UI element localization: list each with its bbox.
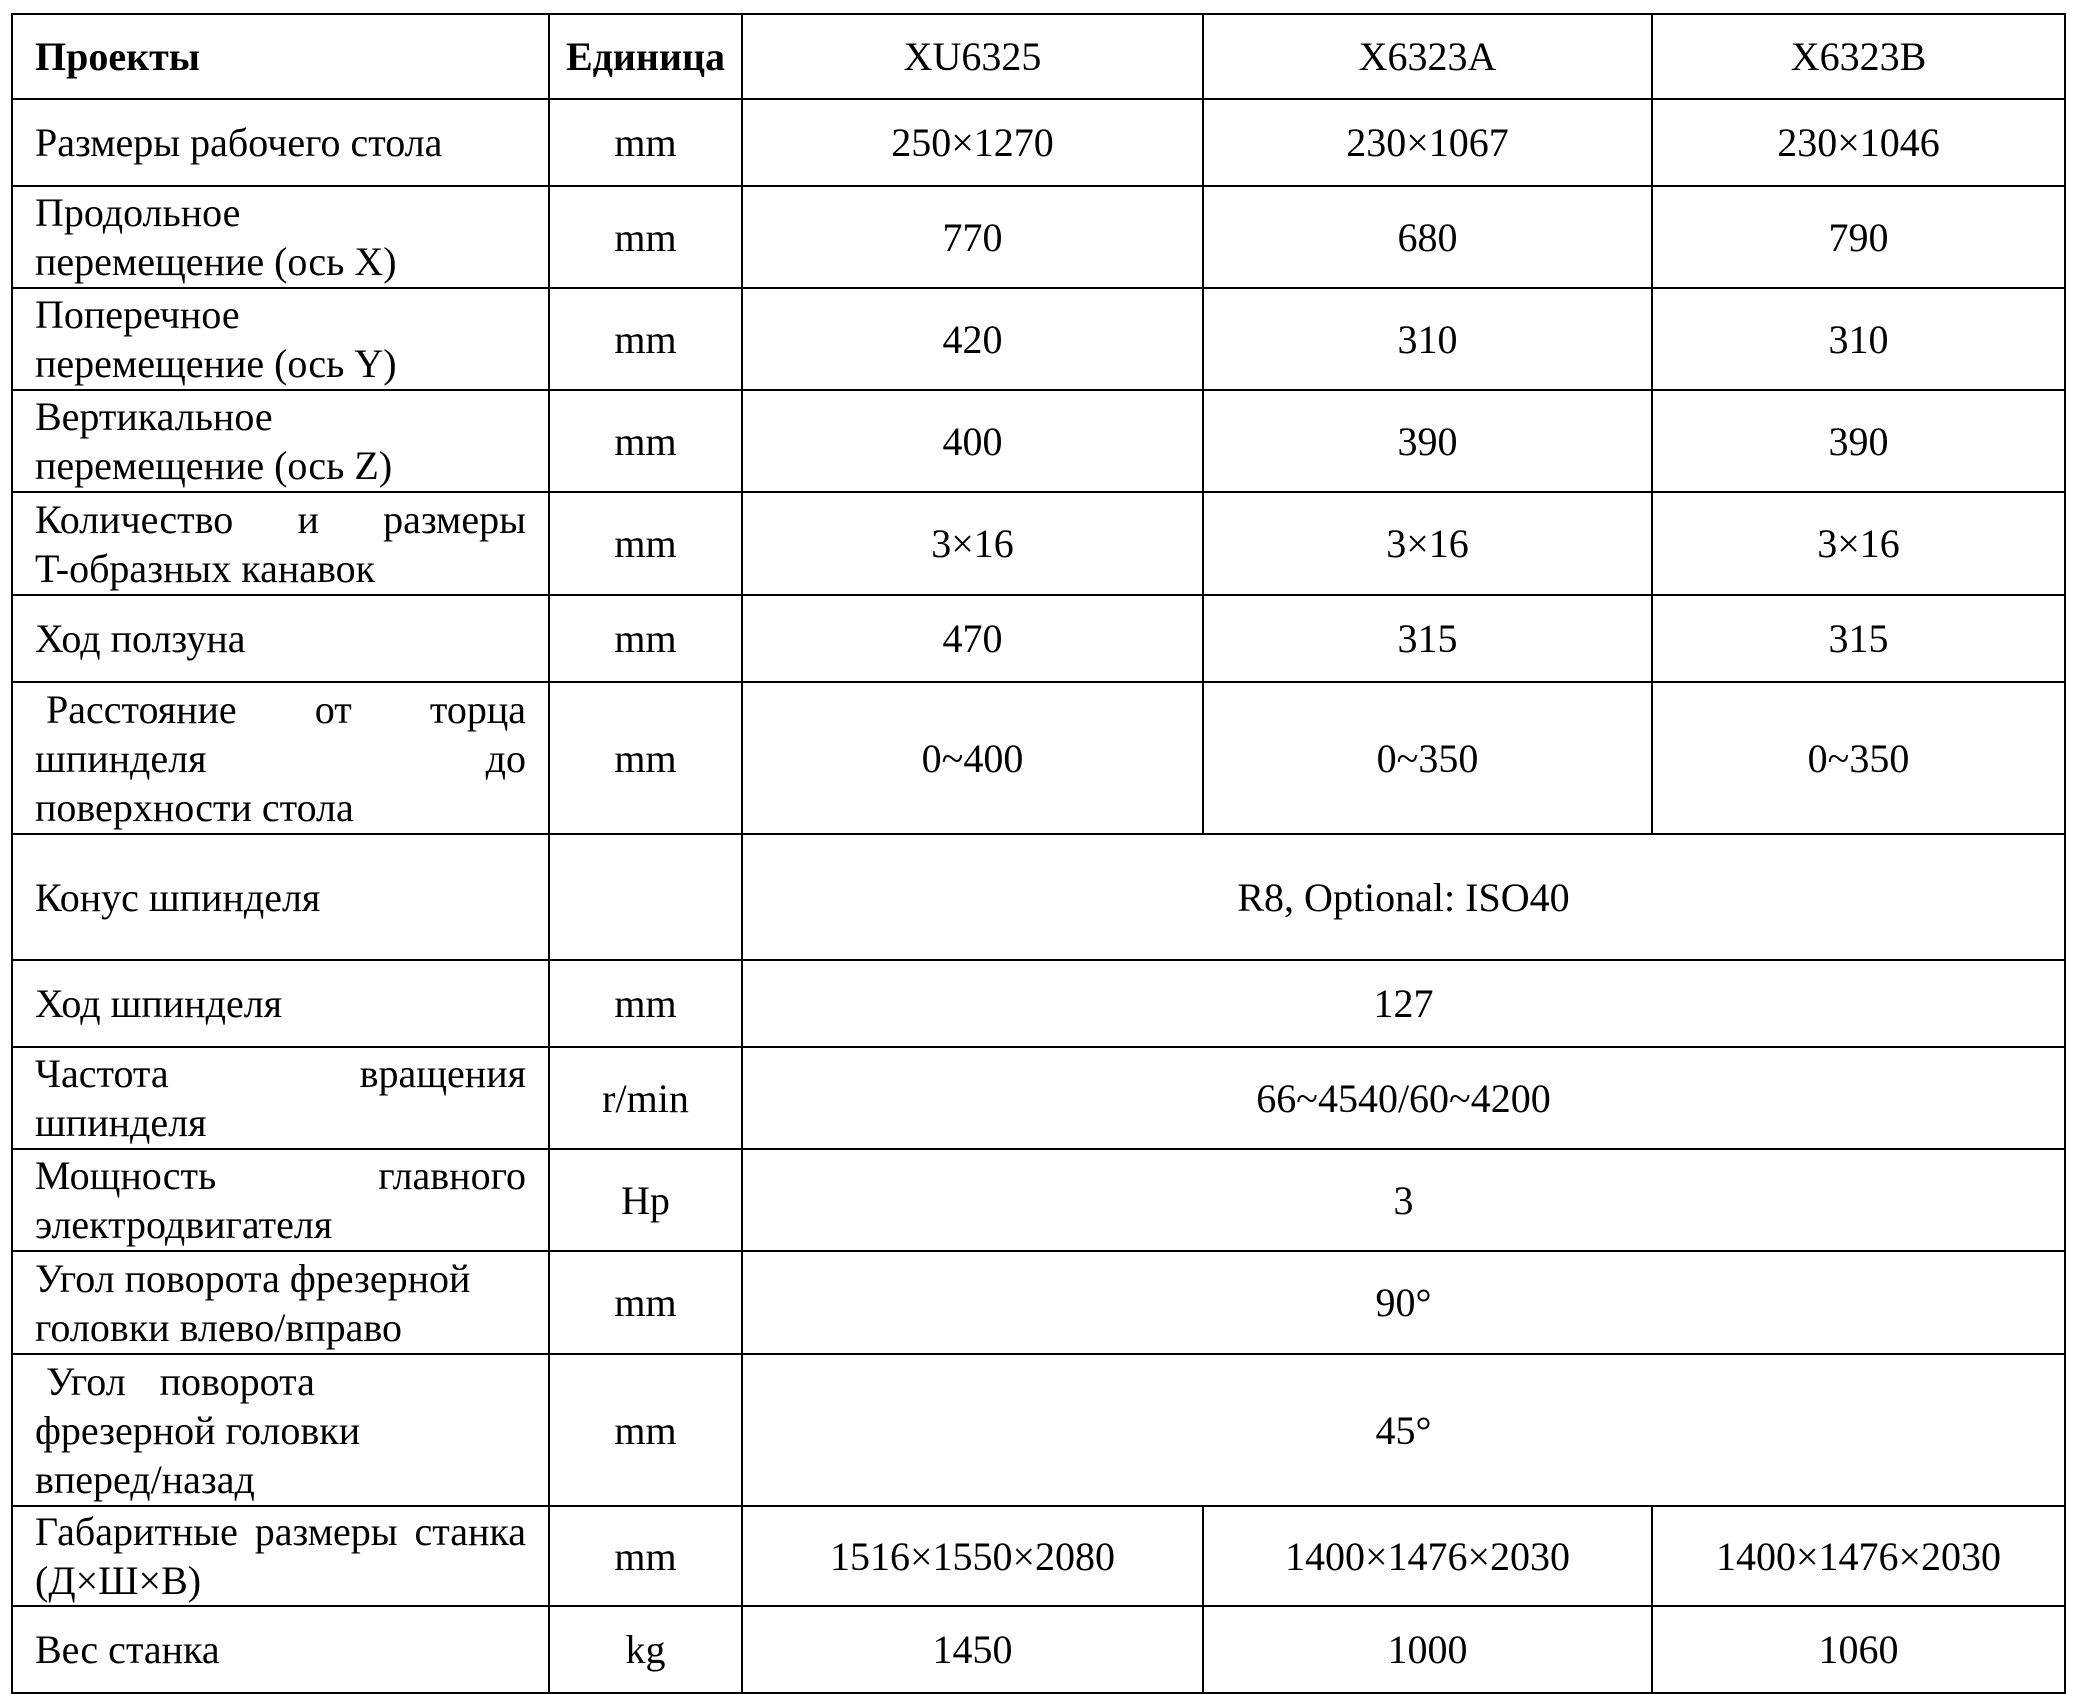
param-label-line: Поперечное: [35, 292, 240, 337]
value-text: 310: [1828, 316, 1889, 362]
value-text: 3: [1393, 1177, 1414, 1223]
value-text: 770: [942, 214, 1003, 260]
header-model-cell: [1203, 14, 1652, 99]
shared-value-cell: [742, 1149, 2065, 1251]
unit-cell: [549, 492, 742, 595]
unit-label: r/min: [602, 1075, 689, 1121]
param-label: Конус шпинделя: [35, 874, 321, 920]
unit-cell: [549, 1047, 742, 1149]
model-name: X6323A: [1358, 34, 1497, 79]
unit-label: mm: [614, 735, 677, 781]
param-label-line: шпинделя: [35, 1100, 207, 1145]
table-row: [12, 1354, 2065, 1506]
header-row: [12, 14, 2065, 99]
param-label: Ход шпинделя: [35, 981, 283, 1026]
param-label-line: Угол поворота фрезерной: [35, 1255, 471, 1301]
value-cell: [742, 390, 1203, 492]
value-text: 390: [1828, 418, 1889, 464]
model-name: XU6325: [903, 34, 1042, 79]
param-label-line: Вертикальное: [35, 394, 273, 439]
unit-label: mm: [614, 418, 677, 464]
value-text: 1450: [932, 1627, 1013, 1672]
shared-value-cell: [742, 834, 2065, 960]
param-label-line: T-образных канавок: [35, 545, 376, 591]
value-text: 1000: [1387, 1627, 1468, 1672]
value-text: 1060: [1818, 1627, 1899, 1672]
value-cell: [1203, 288, 1652, 390]
unit-label: mm: [614, 616, 677, 661]
value-text: 315: [1828, 616, 1889, 661]
param-cell: [12, 99, 549, 186]
unit-cell: [549, 288, 742, 390]
value-text: 3×16: [1817, 521, 1900, 566]
value-cell: [1203, 99, 1652, 186]
value-text: 470: [942, 616, 1003, 661]
value-text: 310: [1397, 316, 1458, 362]
shared-value-cell: [742, 1251, 2065, 1354]
table-row: [12, 186, 2065, 288]
header-param-label: Проекты: [35, 34, 201, 79]
header-unit-cell: [549, 14, 742, 99]
param-cell: [12, 1251, 549, 1354]
unit-cell: [549, 834, 742, 960]
table-row: [12, 1251, 2065, 1354]
param-label-line: Частота вращения: [35, 1051, 526, 1096]
value-text: 390: [1397, 418, 1458, 464]
specifications-table: [11, 13, 2066, 1694]
param-cell: [12, 390, 549, 492]
param-label-line: (Д×Ш×В): [35, 1558, 202, 1603]
table-row: [12, 1606, 2065, 1693]
param-cell: [12, 960, 549, 1047]
param-cell: [12, 1354, 549, 1506]
table-row: [12, 99, 2065, 186]
param-label-line: Количество и размеры: [35, 496, 526, 542]
param-label-line: вперед/назад: [35, 1456, 255, 1502]
param-label-line: поверхности стола: [35, 784, 354, 830]
shared-value-cell: [742, 1354, 2065, 1506]
table-row: [12, 492, 2065, 595]
param-cell: [12, 492, 549, 595]
unit-cell: [549, 1251, 742, 1354]
value-cell: [742, 595, 1203, 682]
value-text: 127: [1373, 981, 1434, 1026]
value-cell: [1203, 595, 1652, 682]
unit-cell: [549, 99, 742, 186]
param-cell: [12, 1149, 549, 1251]
value-text: 400: [942, 418, 1003, 464]
value-cell: [742, 288, 1203, 390]
value-cell: [742, 186, 1203, 288]
value-text: 0~350: [1376, 735, 1479, 781]
value-cell: [1652, 390, 2065, 492]
param-cell: [12, 1606, 549, 1693]
value-cell: [1203, 1606, 1652, 1693]
value-text: 45°: [1375, 1407, 1432, 1453]
unit-label: mm: [614, 214, 677, 260]
unit-label: mm: [614, 1533, 677, 1579]
unit-label: mm: [614, 521, 677, 566]
table-row: [12, 960, 2065, 1047]
model-name: X6323B: [1790, 34, 1927, 79]
value-text: 230×1067: [1346, 120, 1509, 165]
value-cell: [742, 492, 1203, 595]
unit-cell: [549, 186, 742, 288]
unit-cell: [549, 595, 742, 682]
value-text: R8, Optional: ISO40: [1237, 874, 1570, 920]
table-row: [12, 288, 2065, 390]
value-text: 1516×1550×2080: [829, 1533, 1116, 1579]
header-param-cell: [12, 14, 549, 99]
value-text: 3×16: [931, 521, 1014, 566]
param-label-line: шпинделя до: [35, 735, 526, 781]
unit-cell: [549, 1149, 742, 1251]
value-cell: [1203, 390, 1652, 492]
value-text: 230×1046: [1777, 120, 1940, 165]
value-text: 66~4540/60~4200: [1256, 1075, 1551, 1121]
param-label-line: электродвигателя: [35, 1202, 333, 1247]
header-model-cell: [742, 14, 1203, 99]
value-cell: [1203, 682, 1652, 834]
value-cell: [742, 1506, 1203, 1606]
param-cell: [12, 595, 549, 682]
unit-label: kg: [625, 1627, 666, 1672]
table-row: [12, 390, 2065, 492]
value-cell: [1652, 595, 2065, 682]
param-label-line: Продольное: [35, 190, 241, 235]
header-model-cell: [1652, 14, 2065, 99]
param-label: Размеры рабочего стола: [35, 120, 443, 165]
param-label-line: фрезерной головки: [35, 1407, 361, 1453]
header-unit-label: Единица: [565, 34, 726, 79]
table-row: [12, 595, 2065, 682]
value-cell: [1652, 288, 2065, 390]
table-row: [12, 834, 2065, 960]
param-cell: [12, 682, 549, 834]
param-cell: [12, 288, 549, 390]
value-cell: [1203, 186, 1652, 288]
param-label-line: Габаритные размеры станка: [35, 1509, 526, 1554]
unit-cell: [549, 960, 742, 1047]
unit-cell: [549, 1354, 742, 1506]
value-text: 1400×1476×2030: [1715, 1533, 2002, 1579]
value-text: 0~400: [921, 735, 1024, 781]
value-cell: [1652, 1506, 2065, 1606]
unit-label: mm: [614, 1280, 677, 1325]
value-cell: [742, 1606, 1203, 1693]
param-cell: [12, 186, 549, 288]
value-text: 315: [1397, 616, 1458, 661]
value-cell: [1203, 1506, 1652, 1606]
value-text: 1400×1476×2030: [1284, 1533, 1571, 1579]
value-cell: [1652, 186, 2065, 288]
unit-cell: [549, 682, 742, 834]
param-label: Ход ползуна: [35, 616, 246, 661]
param-label-line: перемещение (ось Y): [35, 341, 397, 386]
param-label-line: перемещение (ось X): [35, 239, 397, 284]
unit-cell: [549, 1506, 742, 1606]
value-cell: [742, 682, 1203, 834]
param-label-line: перемещение (ось Z): [35, 443, 393, 488]
param-label-line: головки влево/вправо: [35, 1304, 403, 1350]
param-label-line: Расстояние от торца: [46, 686, 526, 732]
param-cell: [12, 1047, 549, 1149]
unit-label: mm: [614, 981, 677, 1026]
value-text: 90°: [1375, 1280, 1432, 1325]
value-text: 790: [1828, 214, 1889, 260]
value-cell: [1652, 682, 2065, 834]
unit-cell: [549, 1606, 742, 1693]
value-text: 680: [1397, 214, 1458, 260]
value-cell: [1652, 99, 2065, 186]
value-text: 3×16: [1386, 521, 1469, 566]
shared-value-cell: [742, 1047, 2065, 1149]
unit-label: mm: [614, 1407, 677, 1453]
param-cell: [12, 1506, 549, 1606]
param-label-line: Угол поворота: [46, 1358, 315, 1404]
unit-cell: [549, 390, 742, 492]
table-row: [12, 1047, 2065, 1149]
value-text: 0~350: [1807, 735, 1910, 781]
unit-label: mm: [614, 120, 677, 165]
param-label-line: Мощность главного: [35, 1153, 526, 1198]
value-cell: [1652, 1606, 2065, 1693]
value-text: 420: [942, 316, 1003, 362]
unit-label: mm: [614, 316, 677, 362]
table-row: [12, 1506, 2065, 1606]
value-text: 250×1270: [891, 120, 1054, 165]
value-cell: [1203, 492, 1652, 595]
table-row: [12, 1149, 2065, 1251]
param-cell: [12, 834, 549, 960]
value-cell: [742, 99, 1203, 186]
unit-label: Hp: [621, 1177, 670, 1223]
shared-value-cell: [742, 960, 2065, 1047]
value-cell: [1652, 492, 2065, 595]
param-label: Вес станка: [35, 1627, 220, 1672]
table-row: [12, 682, 2065, 834]
